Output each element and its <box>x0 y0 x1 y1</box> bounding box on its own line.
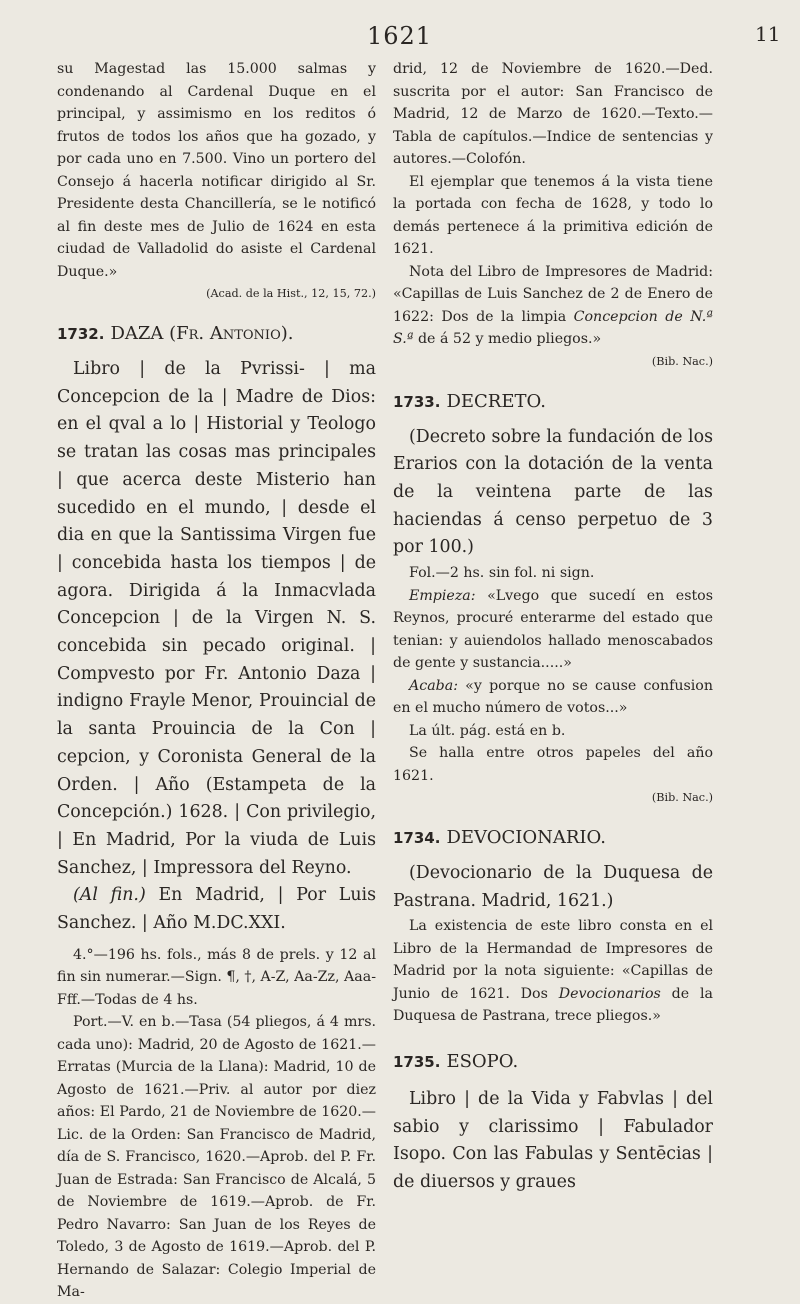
entry-number: 1733. <box>393 392 441 411</box>
entry-1733-location: Se halla entre otros papeles del año 1621. <box>393 745 713 784</box>
entry-1733-last-page: La últ. pág. está en b. <box>409 722 566 739</box>
continued-description: drid, 12 de Noviembre de 1620.—Ded. suscrita por el autor: San Francisco de Madrid, 12 de Marzo de 1620.—Texto.—Tabla de capítulos.—Indice de sentencias y autores.—Colofón. <box>393 61 713 167</box>
printers-note-citation: (Bib. Nac.) <box>651 354 713 368</box>
entry-number: 1734. <box>393 829 441 848</box>
entry-1734-body-italic: Devocionarios <box>558 985 661 1002</box>
entry-1732-collation: 4.°—196 hs. fols., más 8 de prels. y 12 al fin sin numerar.—Sign. ¶, †, A-Z, Aa-Zz, Aaa-Fff.—Todas de 4 hs. <box>57 946 376 1008</box>
explicit-label: Acaba: <box>409 677 458 694</box>
page-number: 11 <box>755 22 781 46</box>
incipit-label: Empieza: <box>409 587 476 604</box>
entry-title: DEVOCIONARIO. <box>446 827 606 849</box>
incipit-text: «Lvego que sucedí en estos Reynos, procuré enterarme del estado que tenian: y auiendolos hallado menoscabados de gente y sustancia.....» <box>393 587 713 672</box>
intro-paragraph: su Magestad las 15.000 salmas y condenando al Cardenal Duque en el principal, y assimismo en los reditos ó frutos de todos los años que ha gozado, y por cada uno en 7.500. Vino un portero del Consejo á hacerla notificar dirigido al Sr. Presidente desta Chancillería, se le notificó al fin deste mes de Julio de 1624 en esta ciudad de Valladolid do asiste el Cardenal Duque.» <box>57 61 376 280</box>
entry-1734-body <box>393 915 713 1028</box>
right-column <box>393 58 713 1197</box>
entry-1733-collation: Fol.—2 hs. sin fol. ni sign. <box>409 565 595 582</box>
entry-1733-explicit <box>393 675 713 720</box>
colophon-text: En Madrid, | Por Luis Sanchez. | Año M.DC.XXI. <box>57 885 376 934</box>
entry-1733-heading <box>393 390 713 414</box>
exemplar-note: El ejemplar que tenemos á la vista tiene la portada con fecha de 1628, y todo lo demás pertenece á la primitiva edición de 1621. <box>393 173 713 257</box>
printers-note-text: Nota del Libro de Impresores de Madrid: «Capillas de Luis Sanchez de 2 de Enero de 1622: Dos de la limpia <box>393 263 713 325</box>
entry-1733-title: (Decreto sobre la fundación de los Erarios con la dotación de la venta de la veintena parte de las haciendas á censo perpetuo de 3 por 100.) <box>393 426 713 558</box>
entry-title: ESOPO. <box>446 1050 519 1072</box>
entry-title: DECRETO. <box>446 390 546 412</box>
entry-1735-title: Libro | de la Vida y Fabvlas | del sabio y clarissimo | Fabulador Isopo. Con las Fabulas y Sentēcias | de diuersos y graues <box>393 1088 713 1193</box>
entry-number: 1735. <box>393 1052 441 1071</box>
running-header-year: 1621 <box>367 22 433 50</box>
left-column <box>57 58 376 1304</box>
entry-number: 1732. <box>57 325 105 343</box>
entry-1734-title: (Devocionario de la Duquesa de Pastrana. Madrid, 1621.) <box>393 863 713 911</box>
entry-1733-incipit <box>393 585 713 675</box>
entry-title: DAZA (Fr. Antonio). <box>110 323 294 344</box>
entry-1732-title-transcription: Libro | de la Pvrissi- | ma Concepcion de la | Madre de Dios: en el qval a lo | Historial y Teologo se tratan las cosas mas principales | que acerca deste Misterio han sucedido en el mundo, | desde el dia en que la Santissima Virgen fue | concebida hasta los tiempos | de agora. Dirigida á la Inmacvlada Concepcion | de la Virgen N. S. concebida sin pecado original. | Compvesto por Fr. Antonio Daza | indigno Frayle Menor, Prouincial de la santa Prouincia de la Con | cepcion, y Coronista General de la Orden. | Año (Estampeta de la Concepción.) 1628. | Con privilegio, | En Madrid, Por la viuda de Luis Sanchez, | Impressora del Reyno. <box>57 359 376 878</box>
entry-1732-description: Port.—V. en b.—Tasa (54 pliegos, á 4 mrs. cada uno): Madrid, 20 de Agosto de 1621.—Erratas (Murcia de la Llana): Madrid, 10 de Agosto de 1621.—Priv. al autor por diez años: El Pardo, 21 de Noviembre de 1620.—Lic. de la Orden: San Francisco de Madrid, día de S. Francisco, 1620.—Aprob. del P. Fr. Juan de Estrada: San Francisco de Alcalá, 5 de Noviembre de 1619.—Aprob. de Fr. Pedro Navarro: San Juan de los Reyes de Toledo, 3 de Agosto de 1619.—Aprob. del P. Hernando de Salazar: Colegio Imperial de Ma- <box>57 1014 376 1301</box>
entry-1732-heading <box>57 322 376 346</box>
printers-note <box>393 261 713 351</box>
entry-1734-body-text: La existencia de este libro consta en el Libro de la Hermandad de Impresores de Madrid por la nota siguiente: «Capillas de Junio de 1621. Dos <box>393 918 713 1002</box>
entry-1735-heading <box>393 1050 713 1074</box>
entry-1733-citation: (Bib. Nac.) <box>651 791 713 805</box>
printers-note-text-end: de á 52 y medio pliegos.» <box>413 331 602 347</box>
explicit-text: «y porque no se cause confusion en el mucho número de votos...» <box>393 677 713 717</box>
entry-1732-colophon <box>57 882 376 937</box>
intro-citation: (Acad. de la Hist., 12, 15, 72.) <box>206 287 376 300</box>
printers-note-italic: Concepcion de N.ª S.ª <box>393 308 714 347</box>
entry-1734-body-text-end: de la Duquesa de Pastrana, trece pliegos.» <box>393 985 713 1025</box>
colophon-label: (Al fin.) <box>73 885 146 906</box>
entry-1734-heading <box>393 826 713 850</box>
